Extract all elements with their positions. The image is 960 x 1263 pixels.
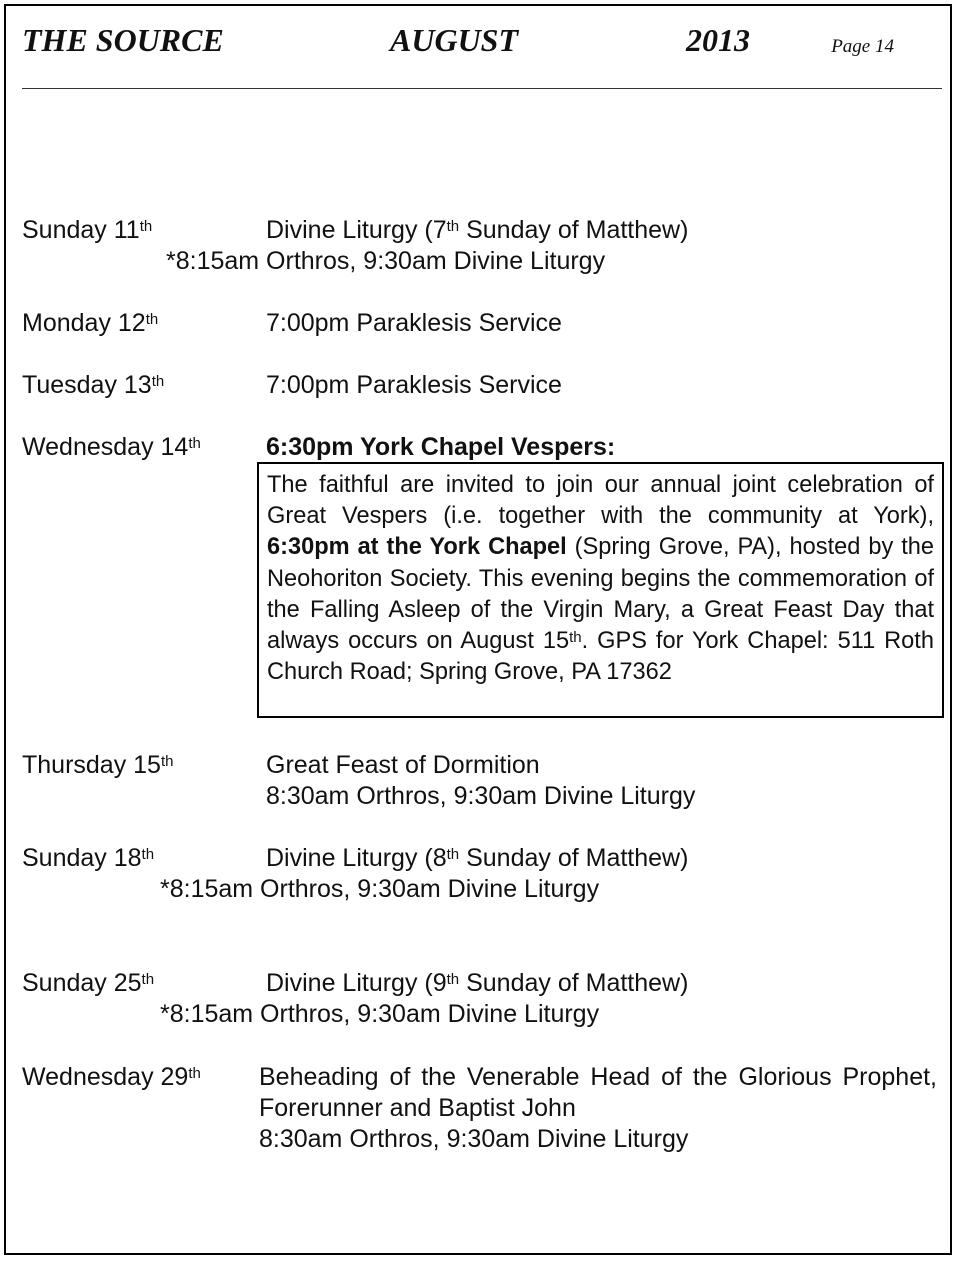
entry-times: *8:15am Orthros, 9:30am Divine Liturgy: [166, 247, 606, 275]
vespers-notice-text: The faithful are invited to join our annual joint celebration of Great Vespers (i.e. together with the community at York), 6:30pm at the York Chapel (Spring Grove, PA), hosted by the Neohoriton Society. This evening begins the commemoration of the Falling Asleep of the Virgin Mary, a Great Feast Day that always occurs on August 15th. GPS for York Chapel: 511 Roth Church Road; Spring Grove, PA 17362: [267, 472, 934, 686]
entry-title: Divine Liturgy (8th Sunday of Matthew): [266, 844, 689, 872]
vespers-notice-box: [257, 462, 944, 718]
entry-title: 7:00pm Paraklesis Service: [266, 371, 562, 399]
entry-title: Beheading of the Venerable Head of the Glorious Prophet, Forerunner and Baptist John: [259, 1063, 937, 1122]
entry-title: Divine Liturgy (7th Sunday of Matthew): [266, 216, 689, 244]
entry-day: Thursday 15th: [22, 751, 174, 779]
entry-title: 6:30pm York Chapel Vespers:: [266, 433, 616, 461]
header-rule: [22, 88, 942, 89]
entry-title: 7:00pm Paraklesis Service: [266, 309, 562, 337]
entry-title: Divine Liturgy (9th Sunday of Matthew): [266, 969, 689, 997]
page-number: Page 14: [831, 36, 894, 57]
entry-title: Great Feast of Dormition: [266, 751, 540, 779]
entry-times: *8:15am Orthros, 9:30am Divine Liturgy: [160, 875, 600, 903]
entry-times: 8:30am Orthros, 9:30am Divine Liturgy: [259, 1125, 689, 1153]
issue-month: AUGUST: [390, 22, 519, 58]
entry-day: Sunday 25th: [22, 969, 155, 997]
entry-day: Monday 12th: [22, 309, 159, 337]
issue-year: 2013: [686, 22, 750, 58]
newsletter-title: THE SOURCE: [22, 22, 224, 58]
entry-day: Sunday 18th: [22, 844, 155, 872]
entry-day: Wednesday 14th: [22, 433, 201, 461]
entry-day: Sunday 11th: [22, 216, 153, 244]
entry-day: Tuesday 13th: [22, 371, 165, 399]
entry-times: 8:30am Orthros, 9:30am Divine Liturgy: [266, 782, 696, 810]
entry-times: *8:15am Orthros, 9:30am Divine Liturgy: [160, 1000, 600, 1028]
entry-day: Wednesday 29th: [22, 1063, 201, 1091]
